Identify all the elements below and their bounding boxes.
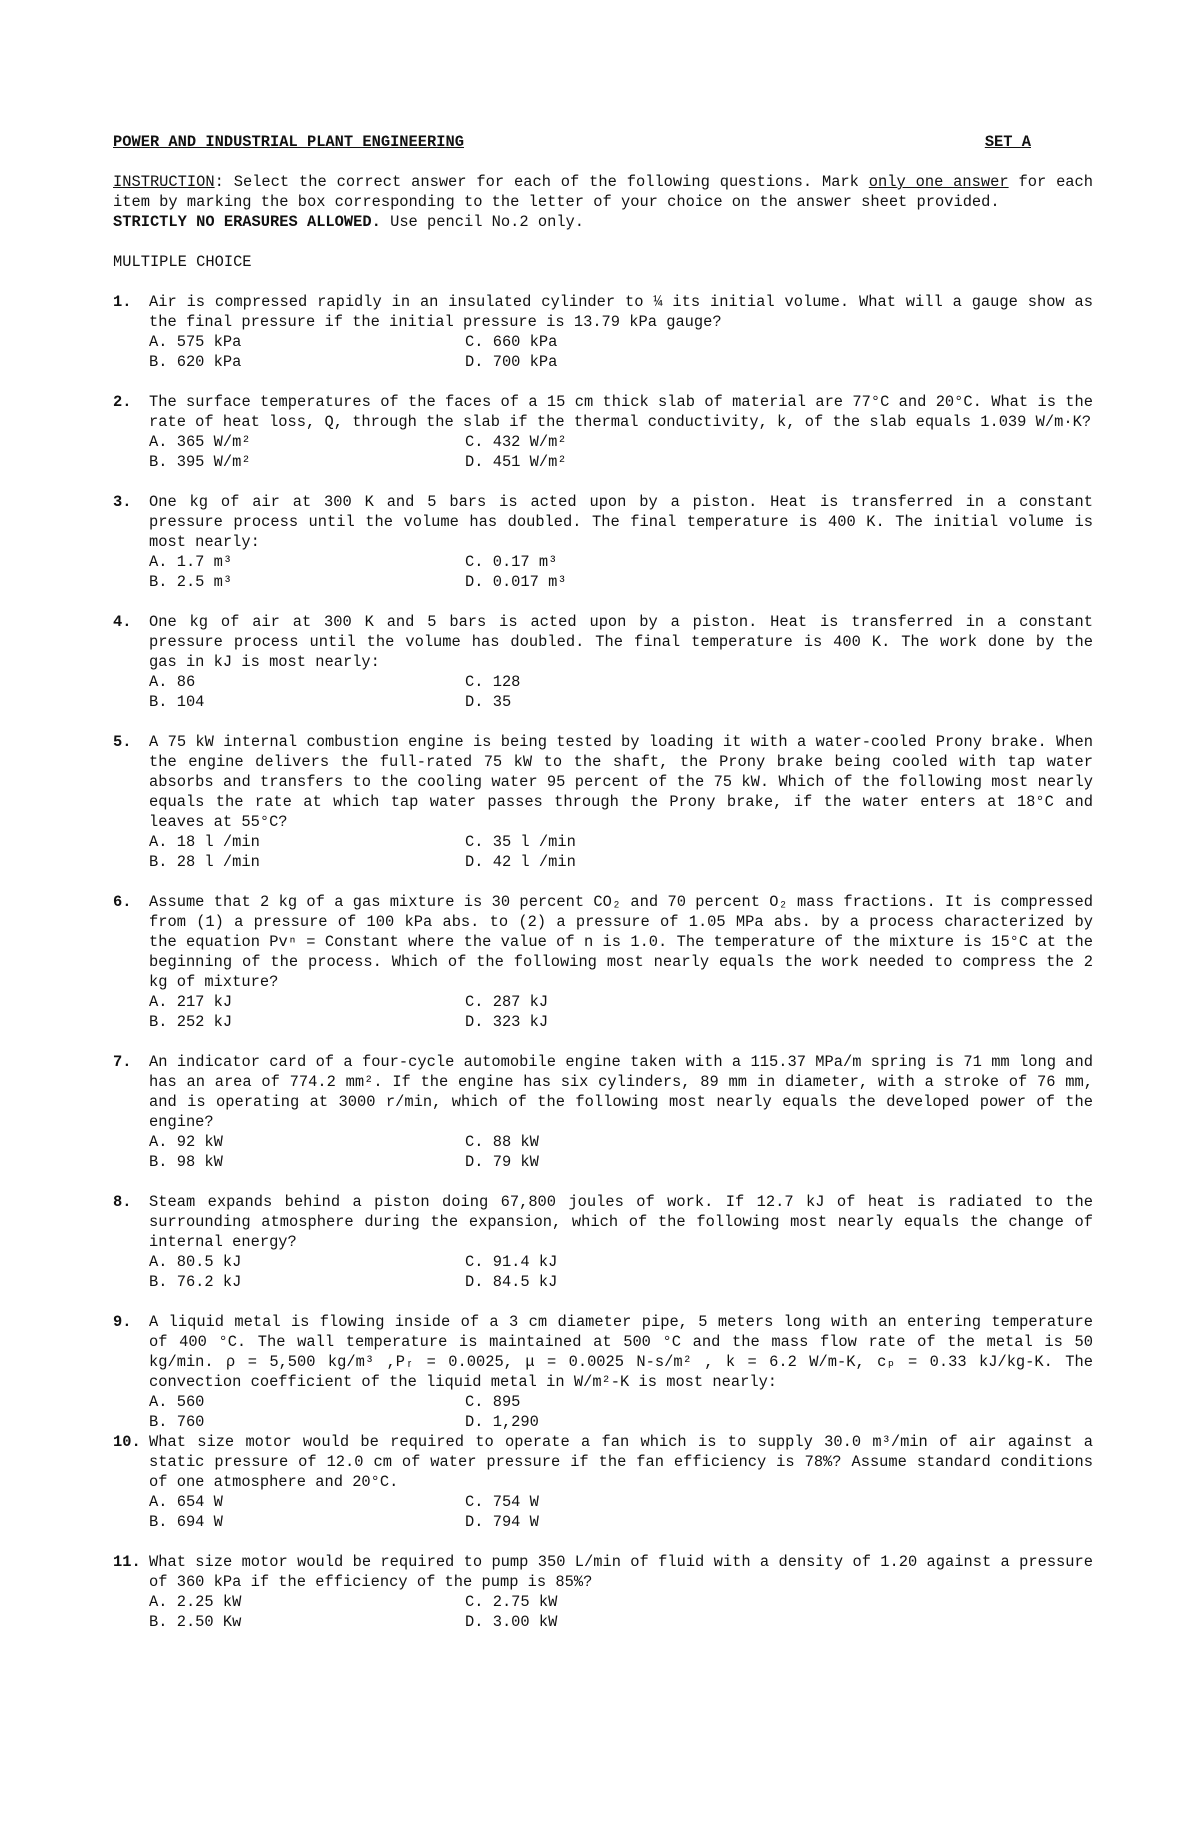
option-a: A. 217 kJ — [149, 993, 233, 1011]
instruction-text-1: : Select the correct answer for each of the following questions. Mark — [214, 173, 869, 191]
option-a: A. 86 — [149, 673, 196, 691]
question-stem: Steam expands behind a piston doing 67,800 joules of work. If 12.7 kJ of heat is radiated to the surrounding atmosphere during the expansion, which of the following most nearly equals the change of internal energy? — [149, 1193, 1093, 1251]
question-number: 5. — [113, 733, 132, 751]
option-b: B. 2.50 Kw — [149, 1613, 242, 1631]
option-a: A. 654 W — [149, 1493, 223, 1511]
question-stem: A liquid metal is flowing inside of a 3 cm diameter pipe, 5 meters long with an entering temperature of 400 °C. The wall temperature is maintained at 500 °C and the mass flow rate of the metal is 50 kg/min. ρ = 5,500 kg/m³ ,Pᵣ = 0.0025, μ = 0.0025 N-s/m² , k = 6.2 W/m-K, cₚ = 0.33 kJ/kg-K. The convection coefficient of the liquid metal in W/m²-K is most nearly: — [149, 1313, 1093, 1391]
question-5 — [113, 732, 1093, 872]
answer-options — [149, 1392, 1093, 1432]
strict-notice: STRICTLY NO ERASURES ALLOWED. — [113, 213, 381, 231]
option-b: B. 28 l /min — [149, 853, 260, 871]
question-stem: What size motor would be required to pump 350 L/min of fluid with a density of 1.20 against a pressure of 360 kPa if the efficiency of the pump is 85%? — [149, 1553, 1093, 1591]
option-b: B. 760 — [149, 1413, 205, 1431]
question-8 — [113, 1192, 1093, 1292]
question-4 — [113, 612, 1093, 712]
option-c: C. 2.75 kW — [465, 1593, 558, 1611]
question-stem: What size motor would be required to operate a fan which is to supply 30.0 m³/min of air against a static pressure of 12.0 cm of water pressure if the fan efficiency is 78%? Assume standard conditions of one atmosphere and 20°C. — [149, 1433, 1093, 1491]
option-d: D. 0.017 m³ — [465, 573, 567, 591]
question-number: 10. — [113, 1433, 141, 1451]
option-c: C. 128 — [465, 673, 521, 691]
option-b: B. 76.2 kJ — [149, 1273, 242, 1291]
question-2 — [113, 392, 1093, 472]
option-c: C. 287 kJ — [465, 993, 549, 1011]
option-b: B. 620 kPa — [149, 353, 242, 371]
question-number: 3. — [113, 493, 132, 511]
option-a: A. 2.25 kW — [149, 1593, 242, 1611]
question-7 — [113, 1052, 1093, 1172]
option-c: C. 0.17 m³ — [465, 553, 558, 571]
question-stem: A 75 kW internal combustion engine is being tested by loading it with a water-cooled Prony brake. When the engine delivers the full-rated 75 kW to the shaft, the Prony brake being cooled with tap water absorbs and transfers to the cooling water 95 percent of the 75 kW. Which of the following most nearly equals the rate at which tap water passes through the Prony brake, if the water enters at 18°C and leaves at 55°C? — [149, 733, 1093, 831]
question-1 — [113, 292, 1093, 372]
question-stem: An indicator card of a four-cycle automobile engine taken with a 115.37 MPa/m spring is 71 mm long and has an area of 774.2 mm². If the engine has six cylinders, 89 mm in diameter, with a stroke of 76 mm, and is operating at 3000 r/min, which of the following most nearly equals the developed power of the engine? — [149, 1053, 1093, 1131]
instruction-text-2: for each item by marking the box corresponding to the letter of your choice on the answer sheet provided. — [113, 173, 1094, 211]
set-label: SET A — [984, 133, 1031, 151]
question-number: 2. — [113, 393, 132, 411]
question-11 — [113, 1552, 1093, 1632]
option-c: C. 91.4 kJ — [465, 1253, 558, 1271]
question-number: 4. — [113, 613, 132, 631]
pencil-notice: Use pencil No.2 only. — [380, 213, 585, 231]
option-a: A. 18 l /min — [149, 833, 260, 851]
option-d: D. 35 — [465, 693, 512, 711]
option-a: A. 575 kPa — [149, 333, 242, 351]
option-b: B. 252 kJ — [149, 1013, 233, 1031]
option-b: B. 694 W — [149, 1513, 223, 1531]
question-stem: Assume that 2 kg of a gas mixture is 30 percent CO₂ and 70 percent O₂ mass fractions. It is compressed from (1) a pressure of 100 kPa abs. to (2) a pressure of 1.05 MPa abs. by a process characterized by the equation Pvⁿ = Constant where the value of n is 1.0. The temperature of the mixture is 15°C at the beginning of the process. Which of the following most nearly equals the work needed to compress the 2 kg of mixture? — [149, 893, 1093, 991]
instruction-label: INSTRUCTION — [113, 173, 215, 191]
option-a: A. 1.7 m³ — [149, 553, 233, 571]
instruction-text — [113, 172, 1093, 212]
question-6 — [113, 892, 1093, 1032]
exam-page — [113, 132, 1093, 1632]
option-b: B. 395 W/m² — [149, 453, 251, 471]
question-number: 7. — [113, 1053, 132, 1071]
option-c: C. 35 l /min — [465, 833, 576, 851]
instruction-emphasis: only one answer — [868, 173, 1009, 191]
answer-options — [149, 832, 1093, 872]
option-d: D. 700 kPa — [465, 353, 558, 371]
answer-options — [149, 1592, 1093, 1632]
question-9 — [113, 1312, 1093, 1432]
question-number: 11. — [113, 1553, 141, 1571]
option-d: D. 79 kW — [465, 1153, 539, 1171]
answer-options — [149, 1132, 1093, 1172]
option-c: C. 432 W/m² — [465, 433, 567, 451]
question-number: 8. — [113, 1193, 132, 1211]
question-3 — [113, 492, 1093, 592]
option-c: C. 895 — [465, 1393, 521, 1411]
instruction-block — [113, 172, 1093, 232]
question-stem: Air is compressed rapidly in an insulated cylinder to ¼ its initial volume. What will a gauge show as the final pressure if the initial pressure is 13.79 kPa gauge? — [149, 293, 1093, 331]
option-a: A. 560 — [149, 1393, 205, 1411]
option-d: D. 84.5 kJ — [465, 1273, 558, 1291]
question-number: 9. — [113, 1313, 132, 1331]
answer-options — [149, 552, 1093, 592]
option-c: C. 754 W — [465, 1493, 539, 1511]
exam-header — [113, 132, 1093, 152]
answer-options — [149, 992, 1093, 1032]
answer-options — [149, 1252, 1093, 1292]
option-c: C. 660 kPa — [465, 333, 558, 351]
question-number: 6. — [113, 893, 132, 911]
question-stem: One kg of air at 300 K and 5 bars is acted upon by a piston. Heat is transferred in a constant pressure process until the volume has doubled. The final temperature is 400 K. The work done by the gas in kJ is most nearly: — [149, 613, 1093, 671]
option-b: B. 98 kW — [149, 1153, 223, 1171]
option-a: A. 80.5 kJ — [149, 1253, 242, 1271]
option-d: D. 3.00 kW — [465, 1613, 558, 1631]
option-d: D. 794 W — [465, 1513, 539, 1531]
exam-title: POWER AND INDUSTRIAL PLANT ENGINEERING — [113, 133, 464, 151]
answer-options — [149, 672, 1093, 712]
option-a: A. 92 kW — [149, 1133, 223, 1151]
option-b: B. 104 — [149, 693, 205, 711]
option-b: B. 2.5 m³ — [149, 573, 233, 591]
option-c: C. 88 kW — [465, 1133, 539, 1151]
option-d: D. 323 kJ — [465, 1013, 549, 1031]
answer-options — [149, 332, 1093, 372]
option-d: D. 1,290 — [465, 1413, 539, 1431]
erasure-rule — [113, 212, 1093, 232]
answer-options — [149, 432, 1093, 472]
question-stem: One kg of air at 300 K and 5 bars is acted upon by a piston. Heat is transferred in a constant pressure process until the volume has doubled. The final temperature is 400 K. The initial volume is most nearly: — [149, 493, 1093, 551]
option-d: D. 42 l /min — [465, 853, 576, 871]
question-10 — [113, 1432, 1093, 1532]
answer-options — [149, 1492, 1093, 1532]
option-d: D. 451 W/m² — [465, 453, 567, 471]
question-number: 1. — [113, 293, 132, 311]
section-title: MULTIPLE CHOICE — [113, 253, 252, 271]
question-stem: The surface temperatures of the faces of a 15 cm thick slab of material are 77°C and 20°C. What is the rate of heat loss, Q, through the slab if the thermal conductivity, k, of the slab equals 1.039 W/m·K? — [149, 393, 1093, 431]
option-a: A. 365 W/m² — [149, 433, 251, 451]
